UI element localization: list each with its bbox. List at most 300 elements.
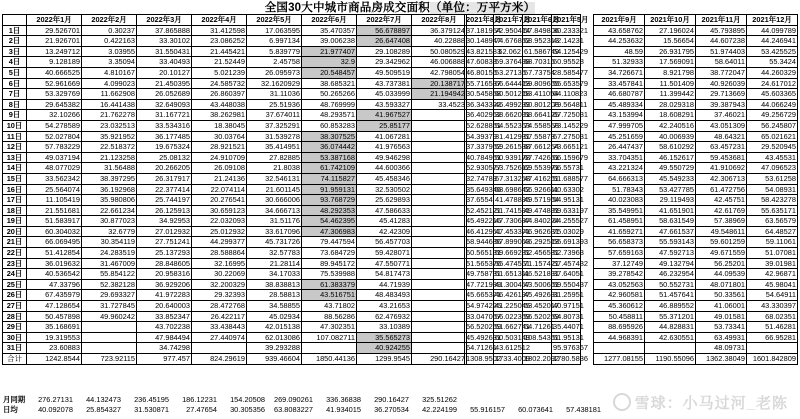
table-row [465, 131, 581, 142]
data-cell: 27.012932 [137, 226, 192, 237]
footer-cell: 154.20508 [230, 395, 265, 404]
table-row [465, 248, 581, 259]
data-cell: 56.25201 [696, 258, 747, 269]
data-cell: 32.9 [302, 57, 357, 68]
data-cell: 56.520259 [466, 322, 501, 332]
data-cell: 41.910692 [696, 163, 747, 174]
data-cell: 57.849806 [524, 25, 559, 35]
table-row [594, 248, 798, 259]
month-header: 2022年1月 [27, 15, 82, 26]
month-header: 2021年11月 [696, 15, 747, 26]
data-cell [412, 322, 467, 333]
data-cell: 39.278542 [594, 269, 645, 280]
data-cell: 49.474891 [524, 205, 559, 215]
data-cell: 20.640003 [137, 301, 192, 312]
data-cell: 31.727845 [82, 301, 137, 312]
data-cell: 4.810167 [82, 67, 137, 78]
data-cell: 35.44071 [553, 322, 584, 332]
header-row [465, 15, 581, 26]
data-cell: 35.168691 [27, 322, 82, 333]
data-cell: 42.96871 [747, 269, 798, 280]
data-cell: 26.422117 [192, 311, 247, 322]
data-cell: 47.302351 [302, 322, 357, 333]
data-cell: 59.376498 [495, 57, 530, 67]
data-cell: 21.123258 [82, 152, 137, 163]
data-cell: 31.51176 [247, 216, 302, 227]
data-cell: 44.828831 [645, 322, 696, 333]
data-cell [412, 332, 467, 343]
data-cell: 32.1620929 [247, 78, 302, 89]
footer-cell: 57.438181 [566, 404, 601, 414]
data-cell: 51.662741 [495, 322, 530, 332]
data-cell: 17.569091 [645, 57, 696, 68]
data-cell: 55.635171 [747, 205, 798, 216]
total-cell: 1850.44136 [302, 354, 357, 365]
data-cell: 49.509519 [357, 67, 412, 78]
data-cell: 59.809665 [524, 78, 559, 88]
data-cell: 31.11036 [247, 89, 302, 100]
data-cell: 46.80156 [466, 67, 497, 77]
total-cell: 1308.9502 [466, 354, 501, 363]
data-cell: 60.304032 [27, 226, 82, 237]
month-header: 2021年12月 [747, 15, 798, 26]
data-cell: 17.063595 [247, 25, 302, 36]
table-row [465, 332, 581, 343]
data-cell: 63.49931 [696, 332, 747, 343]
data-cell: 24.617012 [747, 78, 798, 89]
data-cell: 41.659271 [594, 226, 645, 237]
data-cell: 45.458346 [357, 173, 412, 184]
day-label: 27日 [3, 301, 27, 312]
data-cell: 54.64911 [747, 290, 798, 301]
data-cell: 38.772047 [696, 67, 747, 78]
table-row [3, 78, 467, 89]
data-cell: 21.52449 [192, 57, 247, 68]
data-cell: 47.306983 [302, 226, 357, 237]
data-cell: 40.006939 [645, 131, 696, 142]
header-row [594, 15, 798, 26]
data-cell: 40.22888 [412, 36, 467, 47]
data-cell: 42.42309 [357, 226, 412, 237]
data-cell: 44.299377 [192, 237, 247, 248]
data-cell: 38.838813 [247, 279, 302, 290]
data-cell: 50.33561 [696, 290, 747, 301]
data-cell: 93.768729 [302, 195, 357, 206]
data-cell [412, 237, 467, 248]
table-row [465, 226, 581, 237]
day-label: 25日 [3, 279, 27, 290]
data-cell: 64.110823 [553, 89, 588, 99]
data-cell: 79.447594 [302, 237, 357, 248]
table-row [3, 216, 467, 227]
data-cell: 45.492631 [466, 332, 501, 342]
data-cell: 43.448038 [192, 99, 247, 110]
data-cell: 44.600366 [357, 163, 412, 174]
watermark-text: 雪球：小马过河_老陈 [634, 395, 788, 412]
table-row [594, 78, 798, 89]
total-cell: 1277.08155 [594, 354, 645, 365]
data-cell: 65.021621 [747, 131, 798, 142]
data-cell: 39.293288 [247, 343, 302, 354]
data-cell: 73.665121 [553, 142, 588, 152]
data-cell: 54.278589 [27, 120, 82, 131]
data-cell: 36.177485 [137, 131, 192, 142]
table-row [465, 36, 581, 47]
table-row [594, 184, 798, 195]
data-cell: 29.520945 [747, 142, 798, 153]
data-cell: 64.48527 [747, 226, 798, 237]
data-cell: 41.06001 [696, 301, 747, 312]
table-row [594, 322, 798, 333]
table-row [594, 332, 798, 343]
table-row [594, 120, 798, 131]
data-cell: 48.293571 [302, 110, 357, 121]
table-row [465, 269, 581, 280]
data-cell: 42.630551 [645, 332, 696, 343]
day-label: 26日 [3, 290, 27, 301]
table-row [465, 57, 581, 68]
data-cell: 25.744197 [137, 195, 192, 206]
data-cell: 58.423278 [747, 195, 798, 206]
data-cell: 19.675324 [137, 142, 192, 153]
data-cell: 58.631549 [645, 216, 696, 227]
data-cell: 51.78343 [594, 184, 645, 195]
total-cell: 1299.9545 [357, 354, 412, 365]
data-cell: 28.921521 [192, 142, 247, 153]
data-cell: 71.157421 [524, 258, 559, 268]
footer-cell: 41.934015 [326, 404, 361, 414]
table-row [594, 152, 798, 163]
data-cell: 43.737381 [357, 78, 412, 89]
day-label: 9日 [3, 110, 27, 121]
data-cell: 33.617096 [247, 226, 302, 237]
data-cell: 28.848605 [137, 258, 192, 269]
data-cell: 60.801208 [524, 99, 559, 109]
data-cell: 47.721989 [466, 279, 501, 289]
data-cell: 23.086252 [192, 36, 247, 47]
data-cell: 49.548611 [696, 226, 747, 237]
footer-cell: 60.073641 [518, 404, 553, 414]
data-cell: 88.695926 [594, 322, 645, 333]
data-cell: 47.128654 [27, 301, 82, 312]
data-cell: 43.153994 [594, 110, 645, 121]
data-cell: 52.382128 [82, 279, 137, 290]
data-cell: 43.221324 [594, 163, 645, 174]
data-cell: 108.54351 [524, 332, 559, 342]
data-cell: 33.457841 [594, 78, 645, 89]
data-cell: 67.742651 [524, 152, 559, 162]
data-cell: 21.762278 [82, 110, 137, 121]
data-cell: 66.644413 [495, 78, 530, 88]
data-cell: 21.551681 [27, 205, 82, 216]
data-cell: 53.329769 [27, 89, 82, 100]
data-cell: 28.472768 [192, 301, 247, 312]
data-cell: 21.28114 [247, 258, 302, 269]
data-cell: 0.30237 [82, 25, 137, 36]
data-cell: 50.939178 [495, 152, 530, 162]
data-cell: 36.019632 [27, 258, 82, 269]
data-cell: 50.457898 [27, 311, 82, 322]
data-cell: 47.984494 [137, 332, 192, 343]
table-row [3, 311, 467, 322]
data-cell: 29.342962 [357, 57, 412, 68]
month-header: 2022年7月 [357, 15, 412, 26]
data-cell: 55.3424 [747, 57, 798, 68]
table-row [3, 173, 467, 184]
data-cell: 31.550431 [137, 46, 192, 57]
table-row [594, 25, 798, 36]
data-cell: 29.119493 [645, 195, 696, 206]
footer-cell: 63.8083227 [273, 404, 313, 414]
data-cell: 59.669281 [495, 248, 530, 258]
watermark-logo-icon [613, 393, 631, 411]
data-cell: 51.32933 [594, 57, 645, 68]
table-row [3, 195, 467, 206]
table-row [465, 343, 581, 354]
data-cell: 34.58855 [247, 301, 302, 312]
table-row [3, 120, 467, 131]
data-cell: 32.6779 [82, 226, 137, 237]
data-cell: 45.793895 [696, 25, 747, 36]
data-cell: 32.16995 [192, 258, 247, 269]
day-label: 7日 [3, 89, 27, 100]
data-cell: 32.57783 [247, 248, 302, 259]
data-cell: 34.726671 [594, 67, 645, 78]
data-cell [412, 195, 467, 206]
month-header: 2022年6月 [302, 15, 357, 26]
data-cell: 0.422163 [82, 36, 137, 47]
data-cell: 26.125913 [137, 205, 192, 216]
data-cell: 79.564811 [553, 99, 588, 109]
data-cell: 51.457641 [645, 290, 696, 301]
footer-cell: 269.090261 [273, 395, 313, 404]
data-cell: 41.976563 [357, 142, 412, 153]
table-2021-aug-may [464, 14, 589, 365]
data-cell: 26.095973 [247, 67, 302, 78]
total-cell: 1601.842809 [747, 354, 798, 365]
footer-row-daily-average [2, 405, 602, 415]
data-cell: 4.099023 [82, 78, 137, 89]
data-cell: 49.01581 [696, 311, 747, 322]
data-cell: 30.354119 [82, 237, 137, 248]
data-cell: 52.628851 [466, 120, 501, 130]
data-cell: 42.798054 [412, 67, 467, 78]
data-cell: 51.688577 [553, 173, 588, 183]
day-label: 18日 [3, 205, 27, 216]
data-cell: 30.877023 [82, 216, 137, 227]
data-cell: 56.678897 [357, 25, 412, 36]
data-cell: 66.159679 [553, 152, 588, 162]
data-cell: 91.959131 [302, 184, 357, 195]
data-cell: 63.457231 [696, 142, 747, 153]
data-cell: 55.653579 [553, 78, 588, 88]
data-cell: 42.240516 [645, 120, 696, 131]
month-header: 2022年8月 [412, 15, 467, 26]
data-cell: 31.412598 [192, 25, 247, 36]
data-cell: 49.256729 [747, 110, 798, 121]
data-cell: 2.45758 [247, 57, 302, 68]
data-cell: 45.033999 [357, 89, 412, 100]
data-cell: 3.03955 [82, 46, 137, 57]
month-header: 2021年6月 [524, 15, 560, 24]
data-cell: 29.32393 [192, 290, 247, 301]
data-cell: 45.41283 [357, 216, 412, 227]
total-row [3, 354, 467, 365]
data-cell: 59.261538 [495, 142, 530, 152]
data-cell: 44.253632 [594, 36, 645, 47]
data-cell: 48.769999 [302, 99, 357, 110]
data-cell: 74.676852 [495, 36, 530, 46]
data-cell: 49.946298 [357, 152, 412, 163]
data-cell: 57.783229 [27, 142, 82, 153]
table-row [594, 99, 798, 110]
table-row [3, 36, 467, 47]
table-row [465, 142, 581, 153]
data-cell: 6.997134 [247, 36, 302, 47]
data-cell: 56.245807 [747, 120, 798, 131]
data-cell: 46.521831 [524, 269, 559, 279]
day-label: 6日 [3, 78, 27, 89]
table-row [465, 89, 581, 100]
table-row [594, 237, 798, 248]
data-cell: 37.865888 [137, 25, 192, 36]
data-cell: 40.63302 [553, 184, 584, 194]
data-cell: 21.601145 [247, 184, 302, 195]
data-cell: 21.977407 [302, 46, 357, 57]
data-cell: 30.666006 [247, 195, 302, 206]
footer-cell: 40.092078 [38, 404, 73, 414]
data-cell [412, 120, 467, 131]
footer-cell: 36.270534 [374, 404, 409, 414]
data-cell: 25.564074 [27, 184, 82, 195]
table-row [594, 290, 798, 301]
table-row [3, 46, 467, 57]
data-cell: 26.447437 [594, 142, 645, 153]
data-cell: 52.452121 [466, 205, 501, 215]
data-cell: 33.10389 [357, 322, 412, 333]
table-row [594, 142, 798, 153]
data-cell: 37.64051 [553, 269, 584, 279]
data-cell: 55.716537 [466, 78, 501, 88]
data-cell: 28.58813 [247, 290, 302, 301]
data-cell [412, 248, 467, 259]
table-row [594, 301, 798, 312]
table-row [3, 248, 467, 259]
table-row [3, 322, 467, 333]
data-cell: 32.74789 [466, 173, 497, 183]
data-cell: 27.196024 [645, 25, 696, 36]
data-cell: 18.608291 [645, 110, 696, 121]
data-cell: 59.453681 [696, 152, 747, 163]
data-cell: 26.647408 [357, 36, 412, 47]
data-cell: 50.552731 [645, 279, 696, 290]
data-cell [747, 343, 798, 354]
data-cell: 46.962631 [524, 226, 559, 236]
table-row [465, 67, 581, 78]
day-label: 21日 [3, 237, 27, 248]
table-row [465, 322, 581, 333]
header-corner [3, 15, 27, 26]
month-header: 2022年2月 [82, 15, 137, 26]
day-label: 30日 [3, 332, 27, 343]
table-row [594, 89, 798, 100]
day-label: 29日 [3, 322, 27, 333]
data-cell: 24.283519 [82, 248, 137, 259]
data-cell: 49.571964 [524, 195, 559, 205]
data-cell: 49.960242 [82, 311, 137, 322]
data-cell: 44.71939 [357, 279, 412, 290]
data-cell: 43.500661 [524, 279, 559, 289]
data-cell: 54.125429 [553, 46, 588, 56]
data-cell: 46.499239 [495, 99, 530, 109]
data-cell: 41.067281 [357, 131, 412, 142]
total-cell: 723.92115 [82, 354, 137, 365]
data-cell: 51.95131 [553, 332, 584, 342]
data-cell: 43.45531 [747, 152, 798, 163]
data-cell: 26.931795 [645, 46, 696, 57]
data-cell: 39.01981 [747, 258, 798, 269]
table-row [3, 332, 467, 343]
data-cell [412, 269, 467, 280]
data-cell: 56.520259 [524, 311, 559, 321]
footer-label: 月同期 [3, 395, 26, 404]
data-cell: 46.426197 [495, 290, 530, 300]
table-row [594, 258, 798, 269]
table-row [465, 120, 581, 131]
data-cell: 45.492216 [466, 216, 501, 226]
data-cell: 40.666525 [27, 67, 82, 78]
table-row [465, 163, 581, 174]
data-cell: 36.929206 [137, 279, 192, 290]
data-cell: 68.70316 [524, 57, 555, 67]
data-cell: 35.565273 [357, 332, 412, 343]
data-cell: 29.108289 [357, 46, 412, 57]
footer-cell: 186.12231 [182, 395, 217, 404]
data-cell: 48.292353 [302, 205, 357, 216]
data-cell [412, 311, 467, 322]
table-row [594, 279, 798, 290]
footer-cell: 290.16427 [374, 395, 409, 404]
data-cell: 75.539988 [302, 269, 357, 280]
table-row [465, 311, 581, 322]
table-row [465, 78, 581, 89]
data-cell: 44.607238 [696, 36, 747, 47]
data-cell: 50.080529 [412, 46, 467, 57]
data-cell: 21.24136 [192, 173, 247, 184]
table-row [3, 131, 467, 142]
data-cell: 68.952313 [524, 36, 559, 46]
data-cell: 18.38045 [192, 120, 247, 131]
data-cell [82, 322, 137, 333]
data-cell: 107.082711 [302, 332, 357, 343]
data-cell: 8.921798 [645, 67, 696, 78]
data-cell: 63.56579 [747, 216, 798, 227]
data-cell: 30.148947 [466, 36, 501, 46]
data-cell: 25.137293 [137, 248, 192, 259]
data-cell: 43.71802 [302, 301, 357, 312]
footer-cell: 44.132473 [86, 395, 121, 404]
data-cell: 23.032513 [82, 120, 137, 131]
data-cell: 21.926701 [27, 36, 82, 47]
data-cell: 52.73963 [553, 248, 584, 258]
title-unit: （单位：万平方米） [429, 2, 536, 14]
data-cell: 43.612512 [495, 343, 530, 353]
data-cell: 60.565131 [466, 248, 501, 258]
data-cell: 29.693327 [82, 290, 137, 301]
data-cell: 61.383379 [302, 279, 357, 290]
footer-cell: 325.51262 [422, 395, 457, 404]
data-cell: 22.032093 [192, 216, 247, 227]
